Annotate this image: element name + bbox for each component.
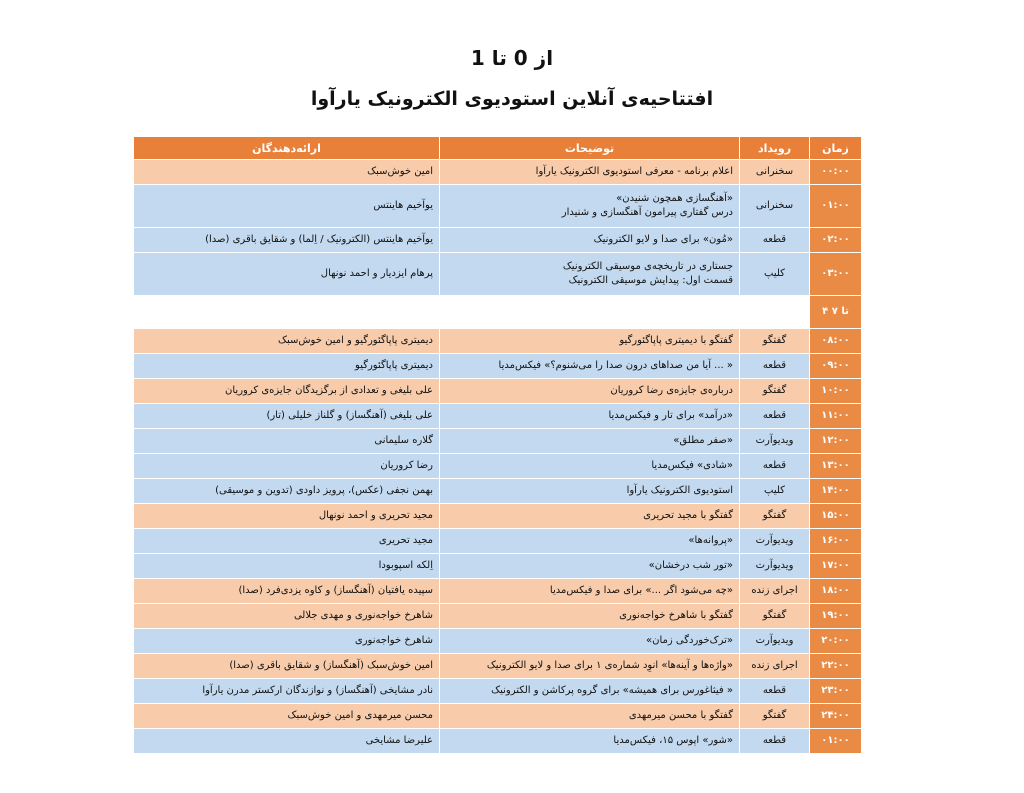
description-line: « ... آیا من صداهای درون صدا را می‌شنوم؟» فیکس‌مدیا <box>498 360 733 371</box>
table-row <box>134 160 862 185</box>
event-cell: ویدیوآرت <box>740 554 810 579</box>
description-line: درباره‌ی جایزه‌ی رضا کروریان <box>610 385 733 396</box>
time-cell: ۰۱:۰۰ <box>810 185 862 228</box>
header-time: زمان <box>810 137 862 160</box>
time-cell: ۱۰:۰۰ <box>810 379 862 404</box>
description-line: گفتگو با دیمیتری پاپاگئورگیو <box>619 335 733 346</box>
description-line: «مُون» برای صدا و لایو الکترونیک <box>593 234 733 245</box>
event-cell: ویدیوآرت <box>740 529 810 554</box>
time-cell: ۰۲:۰۰ <box>810 228 862 253</box>
table-row <box>134 429 862 454</box>
presenters-cell: علی بلیغی و تعدادی از برگزیدگان جایزه‌ی کروریان <box>134 379 440 404</box>
presenters-cell: یوآخیم هاینتس (الکترونیک / اِلما) و شقایق باقری (صدا) <box>134 228 440 253</box>
presenters-cell: مجید تحریری <box>134 529 440 554</box>
event-cell: قطعه <box>740 679 810 704</box>
event-cell: قطعه <box>740 454 810 479</box>
table-row <box>134 479 862 504</box>
time-cell: ۲۳:۰۰ <box>810 679 862 704</box>
description-line: «صفر مطلق» <box>673 435 733 446</box>
presenters-cell: اِلکه اسپوبودا <box>134 554 440 579</box>
table-header-row <box>134 137 862 160</box>
description-line: گفتگو با مجید تحریری <box>643 510 733 521</box>
event-cell: کلیپ <box>740 479 810 504</box>
time-cell: ۰۱:۰۰ <box>810 729 862 754</box>
table-row <box>134 604 862 629</box>
description-line: «چه می‌شود اگر ...» برای صدا و فیکس‌مدیا <box>549 585 733 596</box>
description-cell <box>440 704 740 729</box>
table-row <box>134 354 862 379</box>
time-cell: ۲۴:۰۰ <box>810 704 862 729</box>
table-row <box>134 529 862 554</box>
description-cell <box>440 679 740 704</box>
time-cell: ۲۰:۰۰ <box>810 629 862 654</box>
table-row <box>134 504 862 529</box>
presenters-cell: نادر مشایخی (آهنگساز) و نوازندگان ارکستر مدرن یارآوا <box>134 679 440 704</box>
event-cell: قطعه <box>740 228 810 253</box>
table-row <box>134 729 862 754</box>
presenters-cell: یوآخیم هاینتس <box>134 185 440 228</box>
schedule-table <box>133 136 862 754</box>
description-cell <box>440 604 740 629</box>
header-event: رویداد <box>740 137 810 160</box>
presenters-cell: گلاره سلیمانی <box>134 429 440 454</box>
event-cell: ویدیوآرت <box>740 629 810 654</box>
presenters-cell: مجید تحریری و احمد نونهال <box>134 504 440 529</box>
description-cell <box>440 185 740 228</box>
description-cell <box>440 379 740 404</box>
description-cell <box>440 579 740 604</box>
description-cell <box>440 404 740 429</box>
description-line: «پروانه‌ها» <box>688 535 733 546</box>
time-cell: ۱۷:۰۰ <box>810 554 862 579</box>
description-cell <box>440 554 740 579</box>
presenters-cell: علیرضا مشایخی <box>134 729 440 754</box>
description-line: «تور شب درخشان» <box>648 560 733 571</box>
presenters-cell: امین خوش‌سبک (آهنگساز) و شقایق باقری (صدا) <box>134 654 440 679</box>
table-row <box>134 679 862 704</box>
description-cell <box>440 629 740 654</box>
table-row <box>134 228 862 253</box>
time-cell: ۱۲:۰۰ <box>810 429 862 454</box>
time-cell: ۰۰:۰۰ <box>810 160 862 185</box>
description-line: «شور» اپوس ۱۵، فیکس‌مدیا <box>613 735 733 746</box>
presenters-cell: محسن میرمهدی و امین خوش‌سبک <box>134 704 440 729</box>
presenters-cell: رضا کروریان <box>134 454 440 479</box>
time-cell: ۲۲:۰۰ <box>810 654 862 679</box>
event-cell: ویدیوآرت <box>740 429 810 454</box>
description-line: «شادی» فیکس‌مدیا <box>651 460 733 471</box>
table-row <box>134 454 862 479</box>
table-row <box>134 704 862 729</box>
description-cell <box>440 479 740 504</box>
event-cell: گفتگو <box>740 504 810 529</box>
time-cell: ۱۱:۰۰ <box>810 404 862 429</box>
table-row <box>134 185 862 228</box>
description-line: «آهنگسازی همچون شنیدن» <box>616 193 733 204</box>
description-cell <box>440 654 740 679</box>
table-row <box>134 554 862 579</box>
time-cell: ۱۶:۰۰ <box>810 529 862 554</box>
description-cell <box>440 454 740 479</box>
section-row <box>134 296 862 329</box>
presenters-cell: بهمن نجفی (عکس)، پرویز داودی (تدوین و موسیقی) <box>134 479 440 504</box>
event-cell: اجرای زنده <box>740 579 810 604</box>
table-row <box>134 379 862 404</box>
table-row <box>134 579 862 604</box>
description-line: جستاری در تاریخچه‌ی موسیقی الکترونیک <box>562 261 733 272</box>
description-cell <box>440 429 740 454</box>
description-line: استودیوی الکترونیک یارآوا <box>626 485 733 496</box>
presenters-cell: علی بلیغی (آهنگساز) و گلناز خلیلی (تار) <box>134 404 440 429</box>
presenters-cell: دیمیتری پاپاگئورگیو و امین خوش‌سبک <box>134 329 440 354</box>
time-cell: ۰۸:۰۰ <box>810 329 862 354</box>
description-cell <box>440 529 740 554</box>
event-cell: سخنرانی <box>740 160 810 185</box>
header-description: توضیحات <box>440 137 740 160</box>
description-line: « فیثاغورس برای همیشه» برای گروه پرکاشن و الکترونیک <box>491 685 733 696</box>
section-label: ۴ تا ۷ <box>810 296 862 329</box>
description-line: گفتگو با شاهرخ خواجه‌نوری <box>619 610 733 621</box>
description-cell <box>440 354 740 379</box>
description-line: «ترک‌خوردگی زمان» <box>646 635 733 646</box>
event-cell: گفتگو <box>740 329 810 354</box>
table-row <box>134 329 862 354</box>
event-cell: قطعه <box>740 354 810 379</box>
description-cell <box>440 253 740 296</box>
presenters-cell: سپیده یافتیان (آهنگساز) و کاوه یزدی‌فرد (صدا) <box>134 579 440 604</box>
time-cell: ۱۳:۰۰ <box>810 454 862 479</box>
description-cell <box>440 160 740 185</box>
time-cell: ۰۳:۰۰ <box>810 253 862 296</box>
event-cell: سخنرانی <box>740 185 810 228</box>
time-cell: ۰۹:۰۰ <box>810 354 862 379</box>
event-cell: گفتگو <box>740 604 810 629</box>
description-cell <box>440 329 740 354</box>
description-cell <box>440 228 740 253</box>
time-cell: ۱۴:۰۰ <box>810 479 862 504</box>
presenters-cell: دیمیتری پاپاگئورگیو <box>134 354 440 379</box>
description-line: گفتگو با محسن میرمهدی <box>628 710 733 721</box>
event-cell: گفتگو <box>740 704 810 729</box>
table-row <box>134 629 862 654</box>
description-line-secondary: درس گفتاری پیرامون آهنگسازی و شنیدار <box>561 207 733 218</box>
time-cell: ۱۵:۰۰ <box>810 504 862 529</box>
description-cell <box>440 729 740 754</box>
description-line: «واژه‌ها و آینه‌ها» انوِد شماره‌ی ۱ برای صدا و لایو الکترونیک <box>486 660 733 671</box>
event-cell: قطعه <box>740 729 810 754</box>
event-cell: کلیپ <box>740 253 810 296</box>
presenters-cell: شاهرخ خواجه‌نوری و مهدی جلالی <box>134 604 440 629</box>
event-cell: گفتگو <box>740 379 810 404</box>
event-cell: اجرای زنده <box>740 654 810 679</box>
table-row <box>134 654 862 679</box>
presenters-cell: امین خوش‌سبک <box>134 160 440 185</box>
description-cell <box>440 504 740 529</box>
description-line: «درآمد» برای تار و فیکس‌مدیا <box>608 410 733 421</box>
time-cell: ۱۹:۰۰ <box>810 604 862 629</box>
time-cell: ۱۸:۰۰ <box>810 579 862 604</box>
document-title: از 0 تا 1 <box>470 46 554 70</box>
presenters-cell: شاهرخ خواجه‌نوری <box>134 629 440 654</box>
schedule-body <box>134 160 862 754</box>
description-line-secondary: قسمت اول: پیدایش موسیقی الکترونیک <box>568 275 733 286</box>
header-presenters: ارائه‌دهندگان <box>134 137 440 160</box>
document-subtitle: افتتاحیه‌ی آنلاین استودیوی الکترونیک یارآوا <box>310 88 714 110</box>
table-row <box>134 404 862 429</box>
description-line: اعلام برنامه - معرفی استودیوی الکترونیک یارآوا <box>535 166 733 177</box>
table-row <box>134 253 862 296</box>
event-cell: قطعه <box>740 404 810 429</box>
presenters-cell: پرهام ایزدیار و احمد نونهال <box>134 253 440 296</box>
section-spacer <box>134 296 810 329</box>
